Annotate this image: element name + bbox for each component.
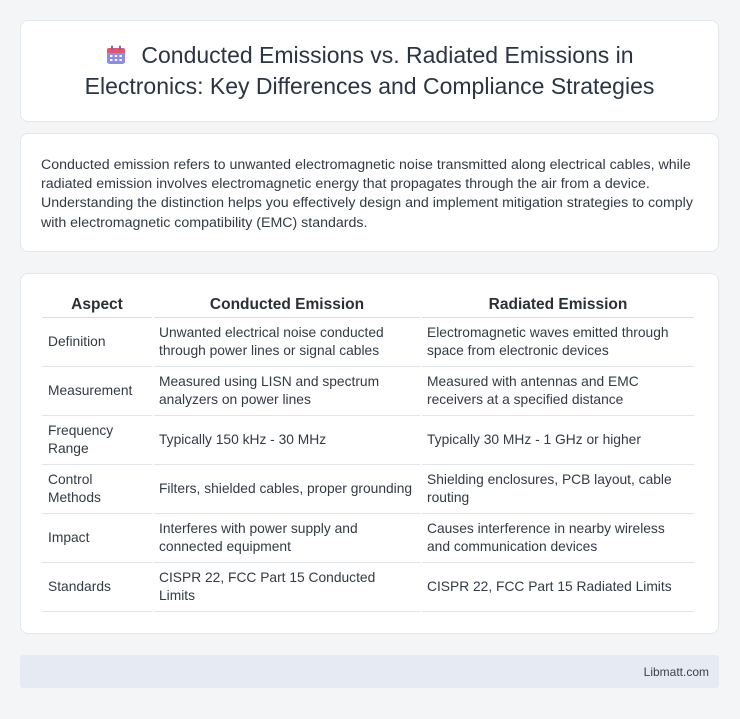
row-conducted: CISPR 22, FCC Part 15 Conducted Limits	[154, 563, 420, 612]
page-title	[50, 40, 690, 102]
header-aspect: Aspect	[42, 296, 152, 318]
header-radiated: Radiated Emission	[422, 296, 694, 318]
row-aspect: Measurement	[42, 367, 152, 416]
table-row	[42, 514, 694, 563]
footer	[20, 655, 719, 688]
table-row	[42, 563, 694, 612]
comparison-table	[40, 296, 696, 612]
row-radiated: Electromagnetic waves emitted through space from electronic devices	[422, 318, 694, 367]
row-radiated: Shielding enclosures, PCB layout, cable routing	[422, 465, 694, 514]
table-row	[42, 318, 694, 367]
row-radiated: Typically 30 MHz - 1 GHz or higher	[422, 416, 694, 465]
intro-card	[20, 133, 719, 252]
row-radiated: Measured with antennas and EMC receivers at a specified distance	[422, 367, 694, 416]
row-aspect: Impact	[42, 514, 152, 563]
calendar-icon	[105, 43, 127, 65]
row-aspect: Standards	[42, 563, 152, 612]
footer-brand[interactable]: Libmatt.com	[643, 664, 709, 679]
header-conducted: Conducted Emission	[154, 296, 420, 318]
table-row	[42, 465, 694, 514]
row-conducted: Typically 150 kHz - 30 MHz	[154, 416, 420, 465]
table-header-row	[42, 296, 694, 318]
title-card	[20, 20, 719, 122]
row-conducted: Unwanted electrical noise conducted through power lines or signal cables	[154, 318, 420, 367]
row-aspect: Frequency Range	[42, 416, 152, 465]
table-row	[42, 416, 694, 465]
intro-paragraph: Conducted emission refers to unwanted electromagnetic noise transmitted along electrical cables, while radiated emission involves electromagnetic energy that propagates through the air from a device. Understanding the distinction helps you effectively design and implement mitigation strategies to comply with electromagnetic compatibility (EMC) standards.	[41, 157, 693, 231]
row-aspect: Definition	[42, 318, 152, 367]
row-radiated: Causes interference in nearby wireless and communication devices	[422, 514, 694, 563]
page-title-text: Conducted Emissions vs. Radiated Emissions in Electronics: Key Differences and Compliance Strategies	[84, 42, 655, 99]
table-row	[42, 367, 694, 416]
row-conducted: Filters, shielded cables, proper grounding	[154, 465, 420, 514]
comparison-card	[20, 273, 719, 634]
row-conducted: Measured using LISN and spectrum analyzers on power lines	[154, 367, 420, 416]
row-aspect: Control Methods	[42, 465, 152, 514]
row-conducted: Interferes with power supply and connected equipment	[154, 514, 420, 563]
row-radiated: CISPR 22, FCC Part 15 Radiated Limits	[422, 563, 694, 612]
